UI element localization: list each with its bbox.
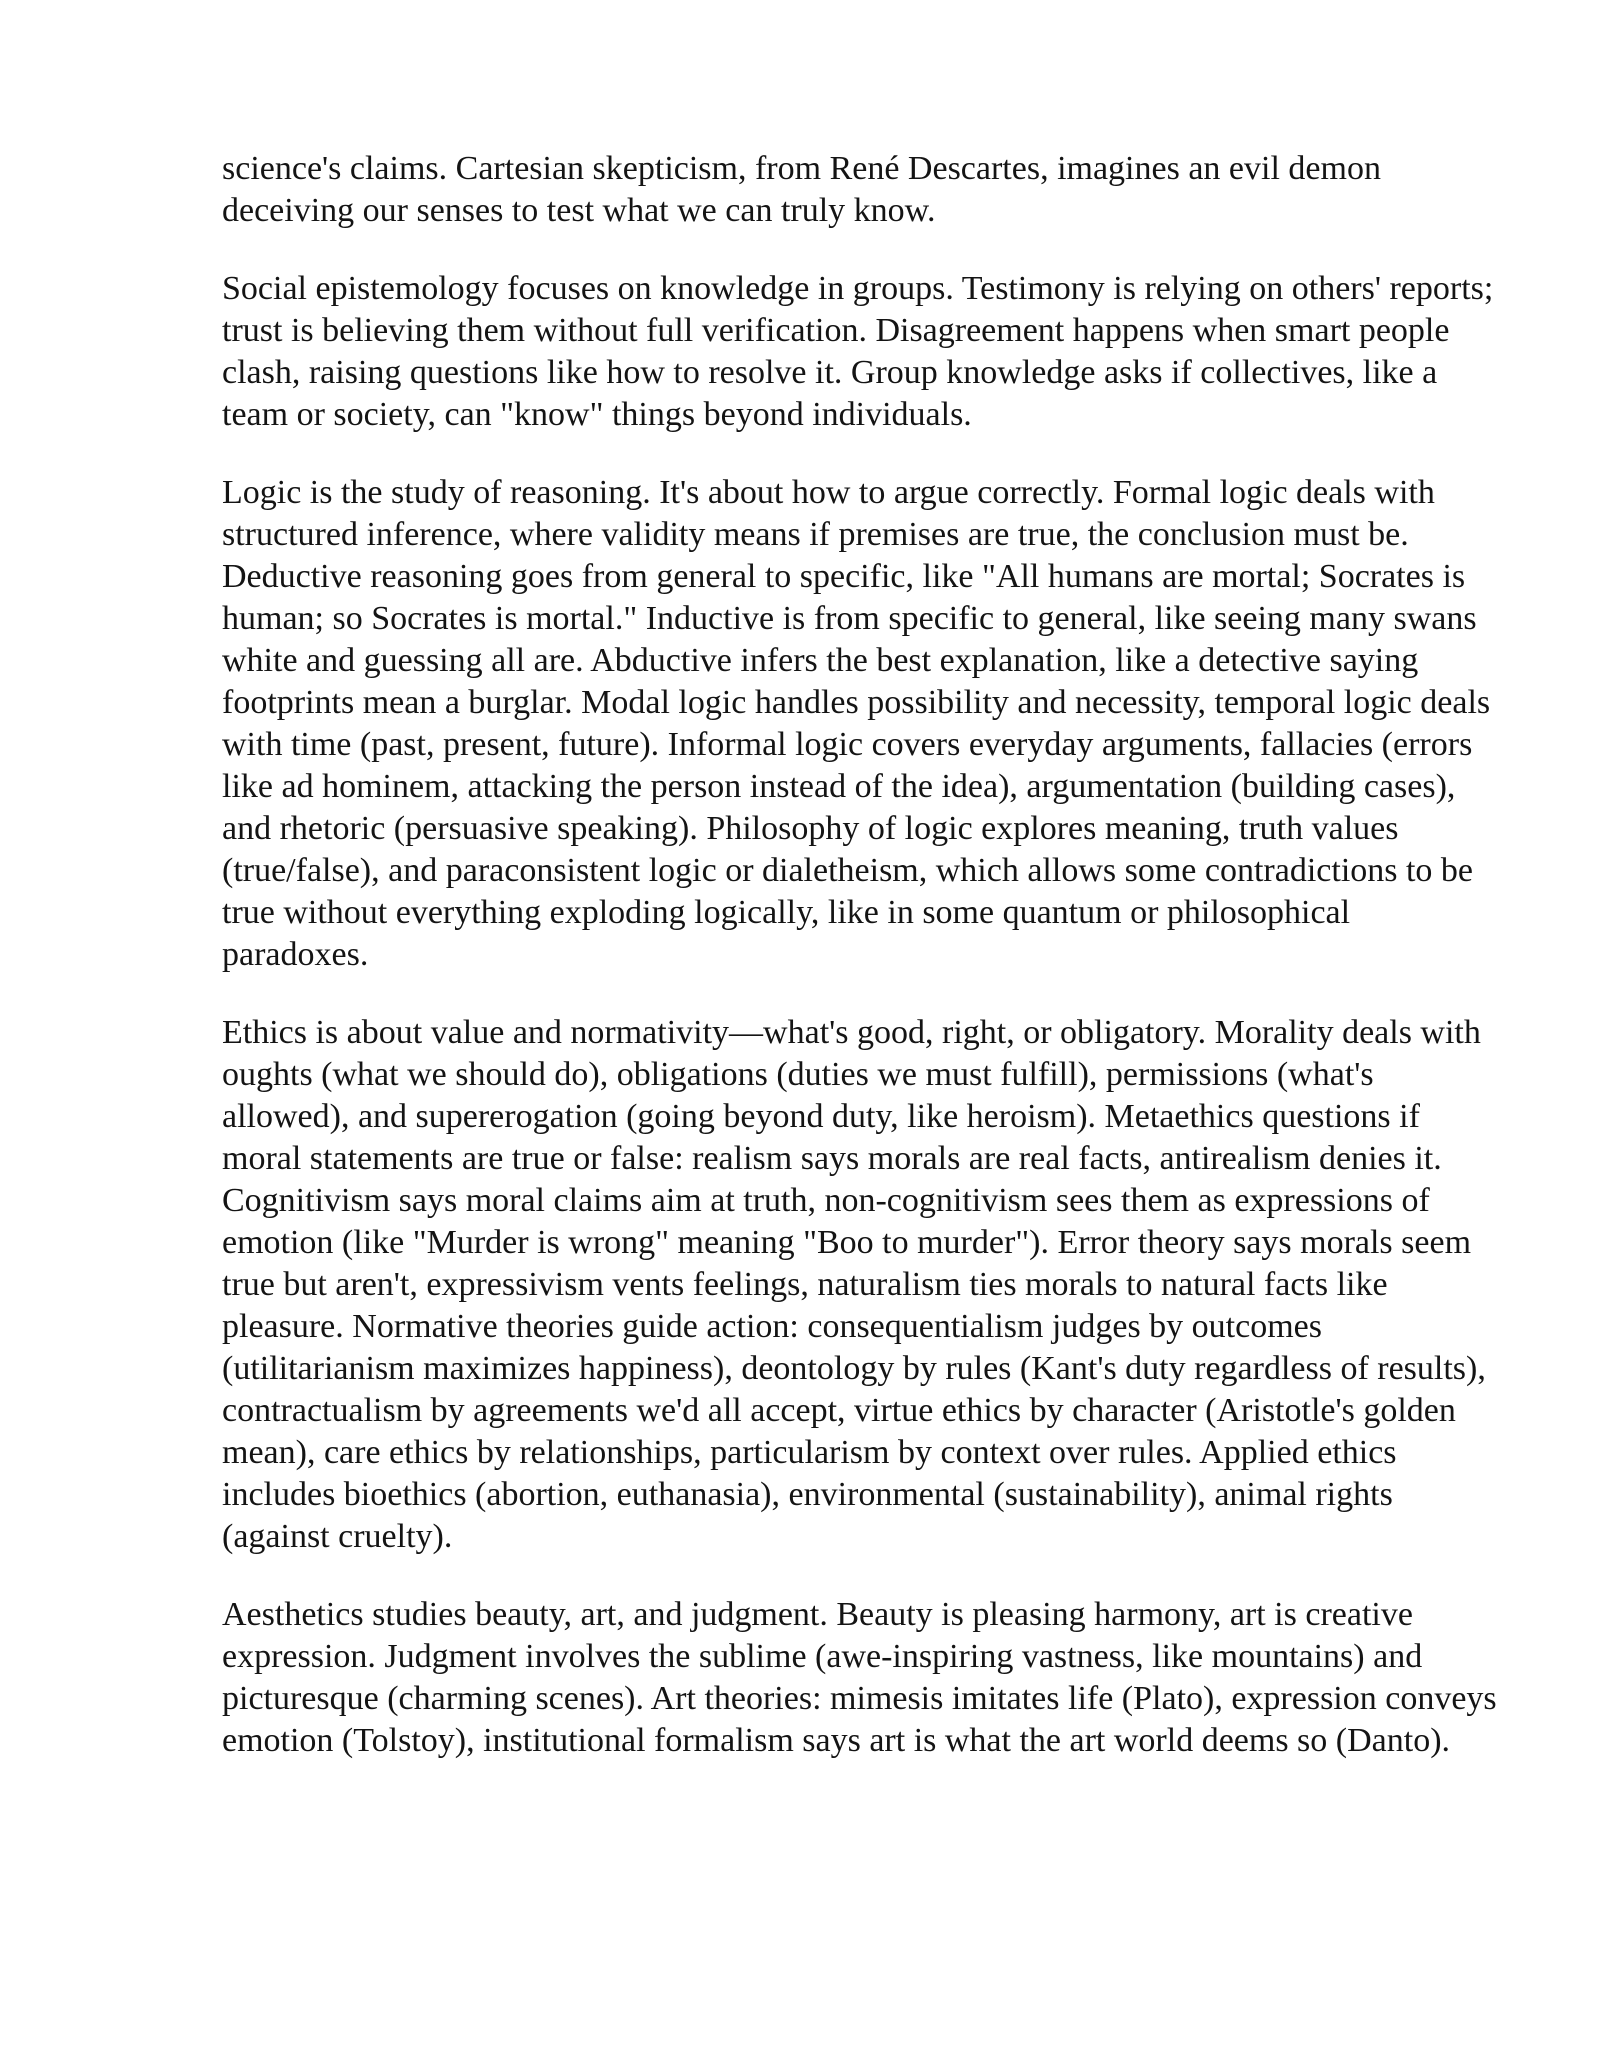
paragraph-skepticism: science's claims. Cartesian skepticism, from René Descartes, imagines an evil demon deceiving our senses to test what we can truly know. [222, 150, 1381, 229]
paragraph-social-epistemology: Social epistemology focuses on knowledge in groups. Testimony is relying on others' reports; trust is believing them without full verification. Disagreement happens when smart people clash, raising questions like how to resolve it. Group knowledge asks if collectives, like a team or society, can "know" things beyond individuals. [222, 270, 1494, 433]
paragraph-aesthetics: Aesthetics studies beauty, art, and judgment. Beauty is pleasing harmony, art is creative expression. Judgment involves the sublime (awe-inspiring vastness, like mountains) and picturesque (charming scenes). Art theories: mimesis imitates life (Plato), expression conveys emotion (Tolstoy), institutional formalism says art is what the art world deems so (Danto). [222, 1596, 1497, 1759]
paragraph-logic: Logic is the study of reasoning. It's about how to argue correctly. Formal logic deals with structured inference, where validity means if premises are true, the conclusion must be. Deductive reasoning goes from general to specific, like "All humans are mortal; Socrates is human; so Socrates is mortal." Inductive is from specific to general, like seeing many swans white and guessing all are. Abductive infers the best explanation, like a detective saying footprints mean a burglar. Modal logic handles possibility and necessity, temporal logic deals with time (past, present, future). Informal logic covers everyday arguments, fallacies (errors like ad hominem, attacking the person instead of the idea), argumentation (building cases), and rhetoric (persuasive speaking). Philosophy of logic explores meaning, truth values (true/false), and paraconsistent logic or dialetheism, which allows some contradictions to be true without everything exploding logically, like in some quantum or philosophical paradoxes. [222, 474, 1491, 973]
paragraph-ethics: Ethics is about value and normativity—what's good, right, or obligatory. Morality deals with oughts (what we should do), obligations (duties we must fulfill), permissions (what's allowed), and supererogation (going beyond duty, like heroism). Metaethics questions if moral statements are true or false: realism says morals are real facts, antirealism denies it. Cognitivism says moral claims aim at truth, non-cognitivism sees them as expressions of emotion (like "Murder is wrong" meaning "Boo to murder"). Error theory says morals seem true but aren't, expressivism vents feelings, naturalism ties morals to natural facts like pleasure. Normative theories guide action: consequentialism judges by outcomes (utilitarianism maximizes happiness), deontology by rules (Kant's duty regardless of results), contractualism by agreements we'd all accept, virtue ethics by character (Aristotle's golden mean), care ethics by relationships, particularism by context over rules. Applied ethics includes bioethics (abortion, euthanasia), environmental (sustainability), animal rights (against cruelty). [222, 1014, 1486, 1555]
body-text [222, 148, 1504, 1798]
